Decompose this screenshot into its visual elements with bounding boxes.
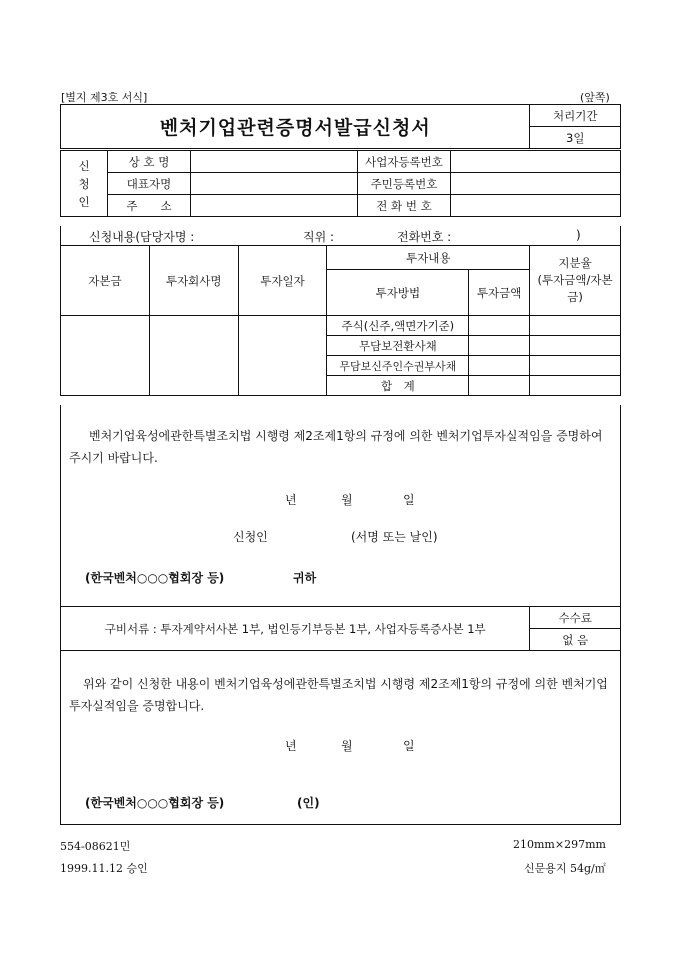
- col-date: 투자일자: [238, 246, 327, 316]
- method-warrant-bond: 무담보신주인수권부사채: [327, 356, 469, 376]
- sign-label: (서명 또는 날인): [351, 530, 438, 544]
- request-line: 신청내용(담당자명 : 직위 : 전화번호 : ): [60, 226, 621, 246]
- label-resident-no: 주민등록번호: [358, 173, 451, 195]
- processing-label: 처리기간: [530, 105, 621, 127]
- amount-warrant-bond[interactable]: [469, 356, 530, 376]
- field-representative[interactable]: [191, 173, 358, 195]
- label-phone: 전 화 번 호: [358, 195, 451, 217]
- required-documents: 구비서류 : 투자계약서사본 1부, 법인등기부등본 1부, 사업자등록증사본 1부: [61, 607, 530, 651]
- honorific: 귀하: [293, 571, 317, 585]
- title-table: [60, 104, 621, 149]
- field-address[interactable]: [191, 195, 358, 217]
- method-convertible-bond: 무담보전환사채: [327, 336, 469, 356]
- certification-year: 년: [285, 739, 297, 753]
- form-number: [별지 제3호 서식]: [61, 91, 148, 104]
- label-address: 주 소: [108, 195, 191, 217]
- fee-label: 수수료: [530, 607, 621, 629]
- certification-text: 위와 같이 신청한 내용이 벤처기업육성에관한특별조치법 시행령 제2조제1항의 규정에 의한 벤처기업투자실적임을 증명합니다.: [69, 677, 608, 713]
- amount-convertible-bond[interactable]: [469, 336, 530, 356]
- certification-block: [60, 651, 621, 825]
- documents-table: [60, 606, 621, 651]
- approval-date: 1999.11.12 승인: [60, 862, 148, 875]
- amount-stock[interactable]: [469, 316, 530, 336]
- fee-value: 없 음: [530, 629, 621, 651]
- page-side: (앞쪽): [580, 91, 610, 104]
- col-company: 투자회사명: [149, 246, 238, 316]
- recipient: (한국벤처○○○협회장 등): [85, 571, 225, 585]
- ratio-stock[interactable]: [530, 316, 621, 336]
- field-phone[interactable]: [451, 195, 621, 217]
- statement-year: 년: [285, 493, 297, 507]
- field-company-name[interactable]: [191, 151, 358, 173]
- col-method: 투자방법: [327, 270, 469, 316]
- statement-block: [60, 405, 621, 607]
- col-content: 투자내용: [327, 246, 530, 270]
- label-representative: 대표자명: [108, 173, 191, 195]
- cell-capital[interactable]: [61, 316, 150, 396]
- processing-value: 3일: [530, 127, 621, 149]
- ratio-warrant-bond[interactable]: [530, 356, 621, 376]
- ratio-convertible-bond[interactable]: [530, 336, 621, 356]
- field-resident-no[interactable]: [451, 173, 621, 195]
- applicant-table: [60, 150, 621, 217]
- paper-type: 신문용지 54g/㎡: [524, 862, 606, 875]
- cell-company[interactable]: [149, 316, 238, 396]
- col-capital: 자본금: [61, 246, 150, 316]
- paper-size: 210mm×297mm: [513, 838, 606, 851]
- certification-month: 월: [341, 739, 353, 753]
- label-business-reg-no: 사업자등록번호: [358, 151, 451, 173]
- cell-date[interactable]: [238, 316, 327, 396]
- field-business-reg-no[interactable]: [451, 151, 621, 173]
- method-stock: 주식(신주,액면가기준): [327, 316, 469, 336]
- col-ratio: 지분율 (투자금액/자본금): [530, 246, 621, 316]
- applicant-label: 신청인: [233, 530, 268, 544]
- investment-table: [60, 245, 621, 396]
- col-amount: 투자금액: [469, 270, 530, 316]
- statement-day: 일: [403, 493, 415, 507]
- ratio-total[interactable]: [530, 376, 621, 396]
- form-title: 벤처기업관련증명서발급신청서: [61, 105, 530, 149]
- statement-month: 월: [341, 493, 353, 507]
- form-code: 554-08621민: [60, 840, 131, 853]
- amount-total[interactable]: [469, 376, 530, 396]
- method-total: 합 계: [327, 376, 469, 396]
- label-company-name: 상 호 명: [108, 151, 191, 173]
- certification-day: 일: [403, 739, 415, 753]
- statement-text: 벤처기업육성에관한특별조치법 시행령 제2조제1항의 규정에 의한 벤처기업투자실적임을 증명하여 주시기 바랍니다.: [69, 429, 603, 465]
- issuer: (한국벤처○○○협회장 등): [85, 796, 225, 810]
- applicant-group-label: 신 청 인: [61, 151, 108, 217]
- seal-mark: (인): [297, 796, 320, 810]
